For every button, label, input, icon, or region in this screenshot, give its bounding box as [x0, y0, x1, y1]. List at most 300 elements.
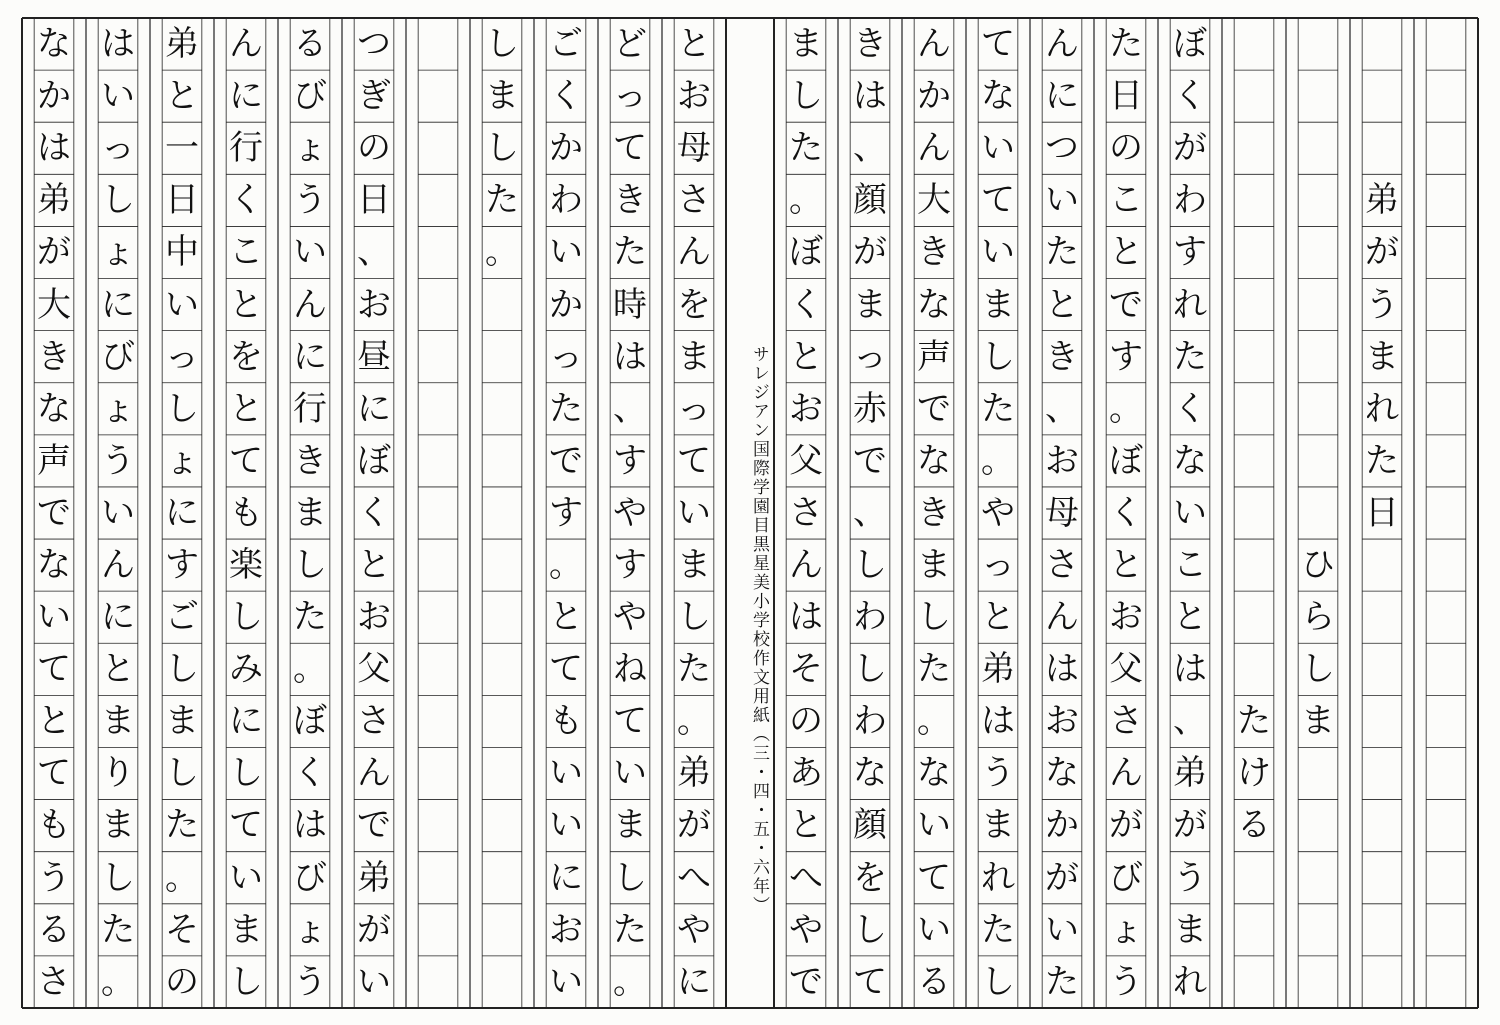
character-cell: ど — [613, 24, 647, 65]
character-cell: の — [789, 701, 823, 742]
character-cell: わ — [853, 597, 887, 638]
character-cell: は — [293, 805, 327, 846]
character-cell: た — [1045, 232, 1079, 273]
character-cell: か — [917, 76, 951, 117]
character-cell — [416, 747, 460, 799]
character-cell: て — [981, 24, 1015, 65]
character-cell — [1232, 539, 1276, 591]
character-cell: い — [293, 232, 327, 273]
character-cell: も — [549, 701, 583, 742]
character-cell: て — [853, 961, 887, 1002]
character-cell: た — [789, 128, 823, 169]
character-cell: て — [677, 440, 711, 481]
character-cell — [416, 435, 460, 487]
character-cell — [1296, 278, 1340, 330]
character-cell: 大 — [917, 180, 951, 221]
character-cell: と — [101, 649, 135, 690]
character-cell: お — [1109, 597, 1143, 638]
character-cell — [416, 591, 460, 643]
character-cell: は — [981, 701, 1015, 742]
character-cell: が — [1173, 128, 1207, 169]
character-cell — [1360, 643, 1404, 695]
character-cell — [1296, 956, 1340, 1008]
character-cell — [1424, 591, 1468, 643]
character-cell — [1360, 18, 1404, 70]
character-cell: 、 — [853, 492, 887, 533]
character-cell: き — [853, 24, 887, 65]
character-cell — [1360, 747, 1404, 799]
character-cell: に — [549, 857, 583, 898]
character-cell: た — [677, 649, 711, 690]
character-cell: た — [165, 805, 199, 846]
character-cell: し — [853, 649, 887, 690]
character-cell: 日 — [165, 180, 199, 221]
text-column — [224, 18, 268, 1008]
character-cell — [1296, 331, 1340, 383]
character-cell: た — [981, 909, 1015, 950]
character-cell — [1424, 122, 1468, 174]
text-column — [416, 18, 460, 1008]
character-cell: お — [549, 909, 583, 950]
character-cell: し — [853, 544, 887, 585]
character-cell — [416, 70, 460, 122]
character-cell: は — [37, 128, 71, 169]
character-cell — [1296, 904, 1340, 956]
character-cell: う — [981, 753, 1015, 794]
character-cell: い — [917, 909, 951, 950]
character-cell: ま — [789, 24, 823, 65]
character-cell: な — [981, 76, 1015, 117]
character-cell: で — [853, 440, 887, 481]
character-cell: て — [917, 857, 951, 898]
character-cell: う — [293, 961, 327, 1002]
character-cell: ご — [549, 24, 583, 65]
character-cell: ょ — [1109, 909, 1143, 950]
character-cell — [480, 383, 524, 435]
character-cell: い — [165, 284, 199, 325]
character-cell: ん — [677, 232, 711, 273]
character-cell: っ — [549, 336, 583, 377]
character-cell: た — [1365, 440, 1399, 481]
character-cell — [480, 643, 524, 695]
character-cell: 。 — [981, 440, 1015, 481]
character-cell: し — [229, 961, 263, 1002]
character-cell: ま — [1365, 336, 1399, 377]
character-cell: な — [1173, 440, 1207, 481]
character-cell: か — [549, 284, 583, 325]
character-cell: い — [1045, 909, 1079, 950]
character-cell: と — [677, 24, 711, 65]
character-cell: 日 — [357, 180, 391, 221]
character-cell — [1424, 383, 1468, 435]
character-cell: し — [165, 649, 199, 690]
character-cell: た — [917, 649, 951, 690]
character-cell: き — [917, 232, 951, 273]
character-cell: ん — [101, 544, 135, 585]
character-cell — [480, 591, 524, 643]
character-cell: や — [613, 597, 647, 638]
character-cell: が — [853, 232, 887, 273]
character-cell: と — [549, 597, 583, 638]
character-cell: い — [229, 857, 263, 898]
character-cell: 、 — [357, 232, 391, 273]
character-cell — [1360, 852, 1404, 904]
character-cell: し — [981, 961, 1015, 1002]
character-cell: び — [293, 857, 327, 898]
character-cell: し — [165, 388, 199, 429]
character-cell: 。 — [677, 701, 711, 742]
character-cell: お — [677, 76, 711, 117]
character-cell — [1360, 591, 1404, 643]
character-cell: ぼ — [1109, 440, 1143, 481]
character-cell: が — [357, 909, 391, 950]
character-cell: た — [1237, 701, 1271, 742]
character-cell — [1424, 331, 1468, 383]
character-cell: や — [613, 492, 647, 533]
character-cell: く — [789, 284, 823, 325]
character-cell: い — [101, 492, 135, 533]
character-cell: ま — [853, 284, 887, 325]
character-cell: び — [101, 336, 135, 377]
character-cell: な — [37, 388, 71, 429]
character-cell: 弟 — [357, 857, 391, 898]
character-cell — [480, 278, 524, 330]
character-cell: っ — [101, 128, 135, 169]
character-cell — [1232, 278, 1276, 330]
character-cell: ま — [677, 544, 711, 585]
character-cell — [416, 956, 460, 1008]
character-cell: 。 — [293, 649, 327, 690]
character-cell — [480, 852, 524, 904]
character-cell — [1232, 122, 1276, 174]
text-column — [1424, 18, 1468, 1008]
character-cell: い — [981, 128, 1015, 169]
character-cell: 弟 — [165, 24, 199, 65]
character-cell — [1424, 695, 1468, 747]
character-cell: た — [549, 388, 583, 429]
text-column — [784, 18, 828, 1008]
character-cell: ね — [613, 649, 647, 690]
text-column — [544, 18, 588, 1008]
character-cell — [1232, 331, 1276, 383]
character-cell: ん — [1109, 753, 1143, 794]
character-cell: さ — [357, 701, 391, 742]
character-cell: れ — [1173, 961, 1207, 1002]
character-cell: あ — [789, 753, 823, 794]
character-cell: 行 — [293, 388, 327, 429]
character-cell: 昼 — [357, 336, 391, 377]
text-column — [480, 18, 524, 1008]
character-cell: う — [1365, 284, 1399, 325]
character-cell: な — [37, 24, 71, 65]
character-cell — [480, 747, 524, 799]
character-cell: き — [917, 492, 951, 533]
character-cell: り — [101, 753, 135, 794]
character-cell: 弟 — [1173, 753, 1207, 794]
character-cell: き — [293, 440, 327, 481]
character-cell: け — [1237, 753, 1271, 794]
character-cell: 弟 — [981, 649, 1015, 690]
character-cell: ぼ — [357, 440, 391, 481]
character-cell: つ — [1045, 128, 1079, 169]
character-cell: る — [37, 909, 71, 950]
character-cell: と — [229, 284, 263, 325]
text-column — [1296, 18, 1340, 1008]
character-cell: 赤 — [853, 388, 887, 429]
character-cell — [416, 904, 460, 956]
text-column — [608, 18, 652, 1008]
character-cell: に — [357, 388, 391, 429]
character-cell: ま — [485, 76, 519, 117]
character-cell: お — [1045, 440, 1079, 481]
character-cell: は — [789, 597, 823, 638]
character-cell: の — [165, 961, 199, 1002]
character-cell: し — [293, 544, 327, 585]
character-cell: る — [293, 24, 327, 65]
character-cell — [1232, 70, 1276, 122]
character-cell — [1360, 956, 1404, 1008]
character-cell: で — [357, 805, 391, 846]
character-cell: 。 — [917, 701, 951, 742]
character-cell — [480, 799, 524, 851]
character-cell: 、 — [1045, 388, 1079, 429]
character-cell: な — [1045, 753, 1079, 794]
character-cell: て — [37, 649, 71, 690]
character-cell: い — [549, 961, 583, 1002]
character-cell: ご — [165, 597, 199, 638]
character-cell: に — [229, 76, 263, 117]
character-cell: れ — [981, 857, 1015, 898]
character-cell: に — [165, 492, 199, 533]
character-cell: す — [1109, 336, 1143, 377]
character-cell: 顔 — [853, 180, 887, 221]
character-cell: に — [293, 336, 327, 377]
character-cell: 。 — [101, 961, 135, 1002]
character-cell: こ — [1109, 180, 1143, 221]
character-cell: 日 — [1109, 76, 1143, 117]
character-cell — [1232, 487, 1276, 539]
character-cell: う — [293, 180, 327, 221]
character-cell: 母 — [677, 128, 711, 169]
character-cell: が — [677, 805, 711, 846]
character-cell: ま — [981, 805, 1015, 846]
character-cell: ら — [1301, 597, 1335, 638]
character-cell: い — [613, 753, 647, 794]
text-column — [912, 18, 956, 1008]
character-cell: を — [229, 336, 263, 377]
character-cell: へ — [789, 857, 823, 898]
character-cell: と — [37, 701, 71, 742]
character-cell — [1296, 174, 1340, 226]
character-cell: で — [789, 961, 823, 1002]
character-cell — [1424, 956, 1468, 1008]
character-cell — [480, 904, 524, 956]
character-cell — [1424, 70, 1468, 122]
character-cell — [416, 852, 460, 904]
character-cell: ひ — [1301, 544, 1335, 585]
character-cell: 顔 — [853, 805, 887, 846]
form-label: サレジアン国際学園目黒星美小学校作文用紙（三・四・五・六年） — [749, 345, 769, 915]
character-cell: 一 — [165, 128, 199, 169]
character-cell — [1360, 70, 1404, 122]
character-cell: っ — [613, 76, 647, 117]
character-cell: っ — [853, 336, 887, 377]
character-cell: か — [549, 128, 583, 169]
character-cell: な — [917, 753, 951, 794]
character-cell: 。 — [789, 180, 823, 221]
character-cell: さ — [37, 961, 71, 1002]
character-cell — [1424, 852, 1468, 904]
character-cell: 行 — [229, 128, 263, 169]
character-cell — [1424, 18, 1468, 70]
character-cell — [416, 331, 460, 383]
character-cell: っ — [981, 544, 1015, 585]
character-cell: や — [677, 909, 711, 950]
character-cell: に — [101, 284, 135, 325]
character-cell: ょ — [165, 440, 199, 481]
character-cell — [1296, 70, 1340, 122]
character-cell: ま — [165, 701, 199, 742]
character-cell: ま — [101, 701, 135, 742]
character-cell — [1360, 539, 1404, 591]
character-cell: 、 — [1173, 701, 1207, 742]
character-cell: く — [357, 492, 391, 533]
character-cell: と — [229, 388, 263, 429]
character-cell: に — [677, 961, 711, 1002]
character-cell: て — [981, 180, 1015, 221]
character-cell: し — [677, 597, 711, 638]
character-cell — [1232, 18, 1276, 70]
text-column — [1232, 18, 1276, 1008]
character-cell: が — [1109, 805, 1143, 846]
character-cell — [1232, 643, 1276, 695]
character-cell: う — [101, 440, 135, 481]
character-cell: ぎ — [357, 76, 391, 117]
character-cell — [1232, 956, 1276, 1008]
character-cell: て — [613, 701, 647, 742]
character-cell: ま — [917, 544, 951, 585]
character-cell: を — [853, 857, 887, 898]
character-cell: 。 — [549, 544, 583, 585]
text-column — [288, 18, 332, 1008]
character-cell: 父 — [1109, 649, 1143, 690]
character-cell: し — [981, 336, 1015, 377]
character-cell: び — [293, 76, 327, 117]
character-cell: も — [229, 492, 263, 533]
character-cell: き — [613, 180, 647, 221]
character-cell — [1296, 487, 1340, 539]
text-column — [1040, 18, 1084, 1008]
character-cell: た — [1045, 961, 1079, 1002]
character-cell: が — [1365, 232, 1399, 273]
character-cell: お — [357, 284, 391, 325]
character-cell: た — [293, 597, 327, 638]
character-cell: わ — [1173, 180, 1207, 221]
character-cell: と — [789, 805, 823, 846]
character-cell: 父 — [357, 649, 391, 690]
character-cell: て — [37, 753, 71, 794]
character-cell: 時 — [613, 284, 647, 325]
character-cell — [1296, 799, 1340, 851]
character-cell: て — [549, 649, 583, 690]
character-cell — [1232, 174, 1276, 226]
character-cell: い — [917, 805, 951, 846]
character-cell: と — [789, 336, 823, 377]
character-cell: ぼ — [293, 701, 327, 742]
character-cell: 。 — [613, 961, 647, 1002]
character-cell: が — [1173, 805, 1207, 846]
character-cell: ん — [229, 24, 263, 65]
character-cell — [1424, 799, 1468, 851]
character-cell: く — [1173, 76, 1207, 117]
character-cell: と — [1109, 232, 1143, 273]
character-cell — [416, 487, 460, 539]
character-cell: て — [229, 440, 263, 481]
character-cell: ょ — [101, 388, 135, 429]
character-cell: 声 — [37, 440, 71, 481]
character-cell: し — [789, 76, 823, 117]
character-cell — [1232, 435, 1276, 487]
character-cell: が — [37, 232, 71, 273]
character-cell: て — [229, 805, 263, 846]
character-cell: 、 — [613, 388, 647, 429]
character-cell: 日 — [1365, 492, 1399, 533]
character-cell: き — [1045, 336, 1079, 377]
character-cell: れ — [1173, 284, 1207, 325]
character-cell: 弟 — [37, 180, 71, 221]
character-cell: し — [485, 24, 519, 65]
character-cell: し — [917, 597, 951, 638]
character-cell — [1296, 18, 1340, 70]
character-cell: は — [1045, 649, 1079, 690]
character-cell: わ — [549, 180, 583, 221]
character-cell: し — [165, 753, 199, 794]
character-cell: っ — [677, 388, 711, 429]
character-cell — [1424, 278, 1468, 330]
character-cell: し — [229, 597, 263, 638]
character-cell: の — [1109, 128, 1143, 169]
character-cell: 中 — [165, 232, 199, 273]
character-cell: び — [1109, 857, 1143, 898]
character-cell: 父 — [789, 440, 823, 481]
character-cell: で — [549, 440, 583, 481]
character-cell: も — [37, 805, 71, 846]
character-cell: は — [613, 336, 647, 377]
character-cell: ょ — [101, 232, 135, 273]
character-cell: い — [101, 76, 135, 117]
character-cell: な — [917, 440, 951, 481]
character-cell: い — [981, 232, 1015, 273]
text-column — [1168, 18, 1212, 1008]
character-cell: す — [549, 492, 583, 533]
character-cell — [1296, 747, 1340, 799]
character-cell — [1296, 383, 1340, 435]
character-cell: う — [1173, 857, 1207, 898]
character-cell: き — [37, 336, 71, 377]
character-cell: ん — [789, 544, 823, 585]
character-cell: た — [613, 909, 647, 950]
character-cell: た — [1109, 24, 1143, 65]
character-cell: ん — [1045, 24, 1079, 65]
character-cell: た — [101, 909, 135, 950]
character-cell: い — [1045, 180, 1079, 221]
character-cell: し — [229, 753, 263, 794]
character-cell: と — [1109, 544, 1143, 585]
character-cell: す — [613, 544, 647, 585]
character-cell — [416, 174, 460, 226]
character-cell: し — [101, 180, 135, 221]
character-cell — [1424, 435, 1468, 487]
